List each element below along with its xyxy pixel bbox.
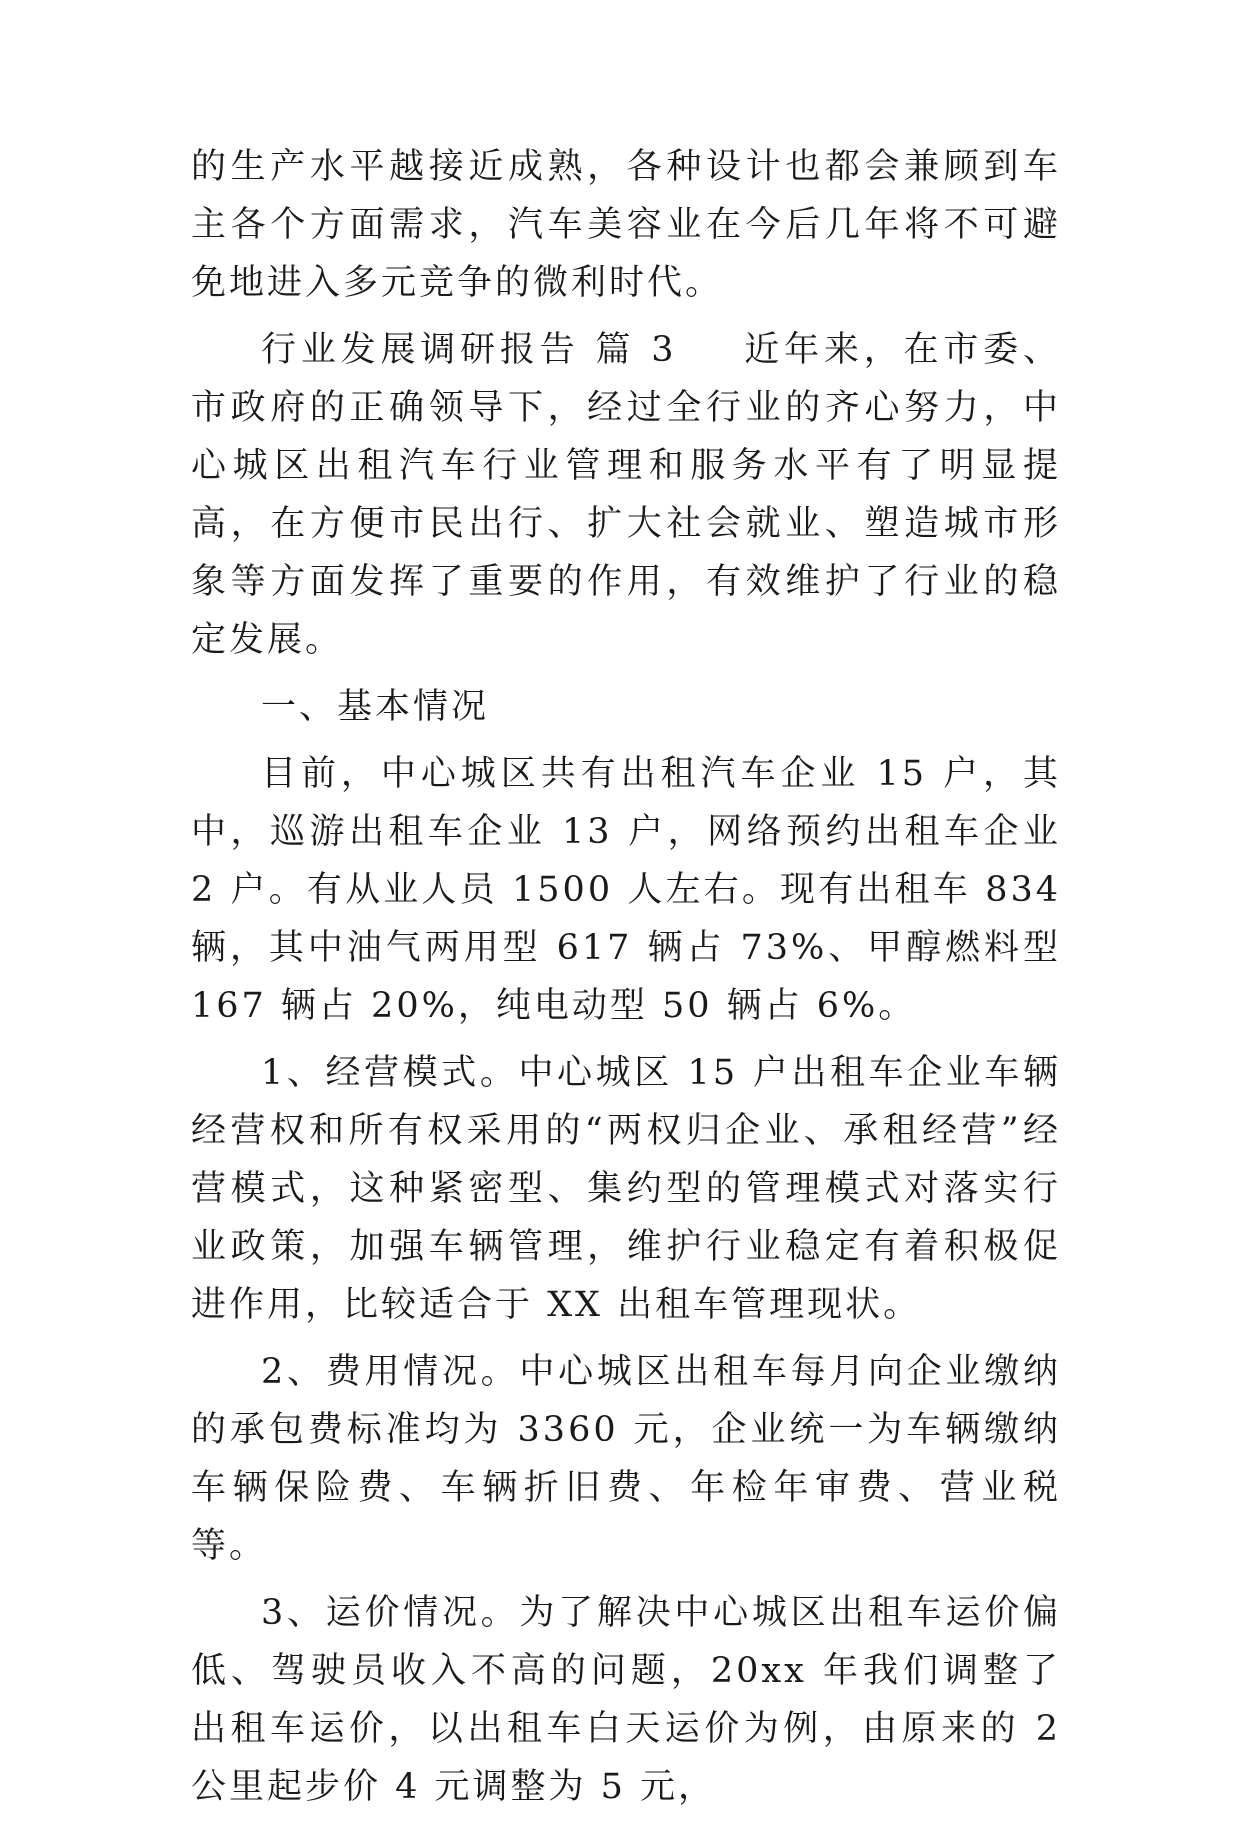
paragraph-current-status: 目前，中心城区共有出租汽车企业 15 户，其中，巡游出租车企业 13 户，网络预约出租车企业 2 户。有从业人员 1500 人左右。现有出租车 834 辆，其中油气两用型 617 辆占 73%、甲醇燃料型 167 辆占 20%，纯电动型 50 辆占 6%。 <box>191 754 1061 1026</box>
section-intro-text: 近年来，在市委、市政府的正确领导下，经过全行业的齐心努力，中心城区出租汽车行业管理和服务水平有了明显提高，在方便市民出行、扩大社会就业、塑造城市形象等方面发挥了重要的作用，有效维护了行业的稳定发展。 <box>191 330 1061 660</box>
heading-basic-situation: 一、基本情况 <box>261 687 490 727</box>
paragraph-operation-mode: 1、经营模式。中心城区 15 户出租车企业车辆经营权和所有权采用的“两权归企业、承租经营”经营模式，这种紧密型、集约型的管理模式对落实行业政策，加强车辆管理，维护行业稳定有着积极促进作用，比较适合于 XX 出租车管理现状。 <box>191 1053 1061 1325</box>
document-page <box>191 138 1061 1825</box>
section-title: 行业发展调研报告 篇 3 <box>261 330 677 370</box>
paragraph-fee-situation: 2、费用情况。中心城区出租车每月向企业缴纳的承包费标准均为 3360 元，企业统一为车辆缴纳车辆保险费、车辆折旧费、年检年审费、营业税等。 <box>191 1352 1061 1566</box>
paragraph-fare-situation: 3、运价情况。为了解决中心城区出租车运价偏低、驾驶员收入不高的问题，20xx 年我们调整了出租车运价，以出租车白天运价为例，由原来的 2 公里起步价 4 元调整为 5 元， <box>191 1593 1061 1807</box>
paragraph-continuation: 的生产水平越接近成熟，各种设计也都会兼顾到车主各个方面需求，汽车美容业在今后几年将不可避免地进入多元竞争的微利时代。 <box>191 147 1061 303</box>
paragraph-report-intro <box>191 321 1061 669</box>
